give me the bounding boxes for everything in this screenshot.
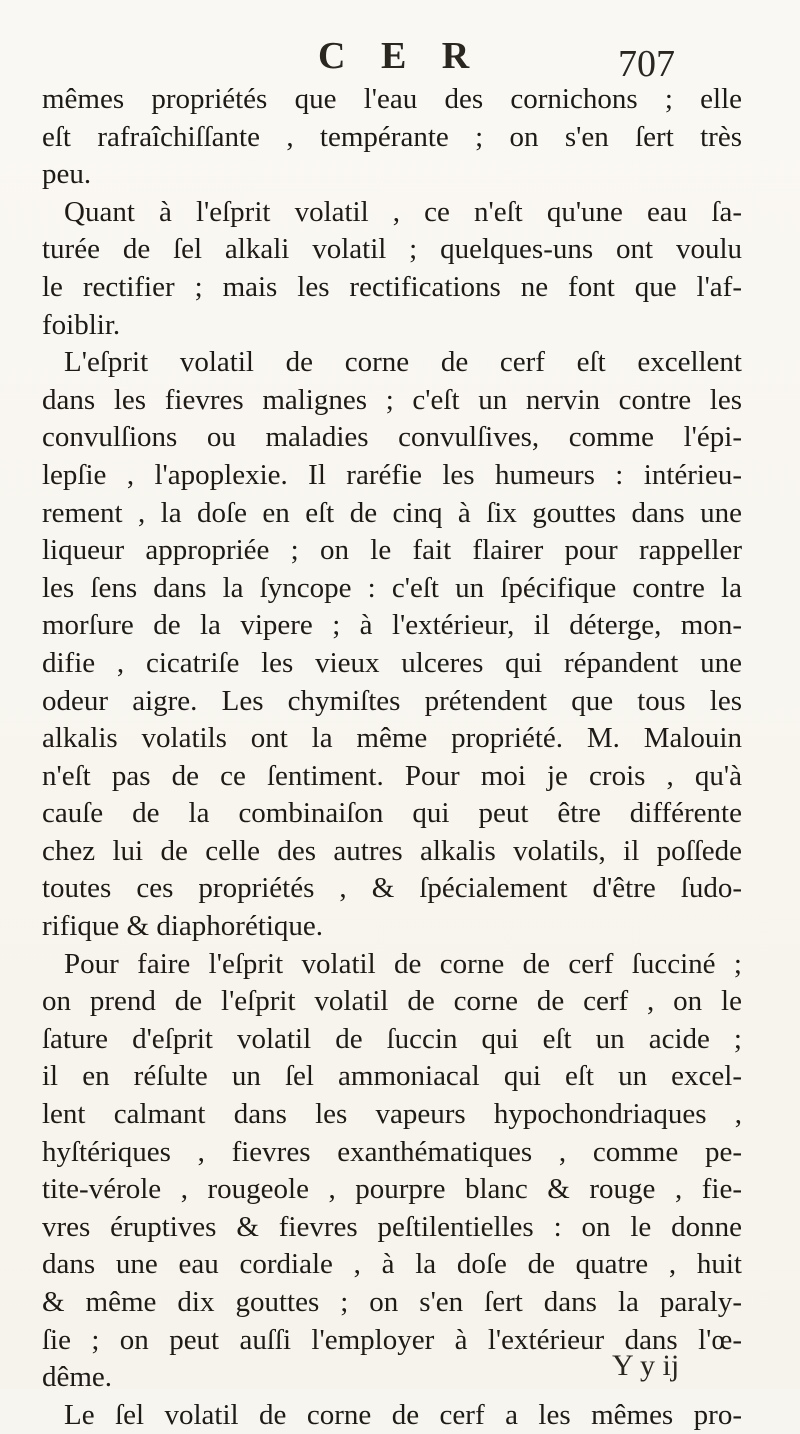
text-line-28: lent calmant dans les vapeurs hypochondriaques ,: [42, 1098, 742, 1131]
page-number: 707: [618, 43, 675, 85]
text-line-9: dans les fievres malignes ; c'eſt un nervin contre les: [42, 383, 742, 416]
text-line-16: difie , cicatriſe les vieux ulceres qui répandent une: [42, 646, 742, 679]
text-line-19: n'eſt pas de ce ſentiment. Pour moi je crois , qu'à: [42, 759, 742, 792]
text-line-3: peu.: [42, 158, 92, 191]
text-line-33: & même dix gouttes ; on s'en ſert dans la paraly-: [42, 1286, 742, 1318]
text-line-20: cauſe de la combinaiſon qui peut être différente: [42, 797, 742, 830]
text-line-32: dans une eau cordiale , à la doſe de quatre , huit: [42, 1248, 742, 1281]
text-line-14: les ſens dans la ſyncope : c'eſt un ſpécifique contre la: [42, 571, 742, 604]
text-line-35: dême.: [42, 1361, 113, 1394]
text-line-12: rement , la doſe en eſt de cinq à ſix gouttes dans une: [42, 496, 742, 529]
text-line-25: on prend de l'eſprit volatil de corne de cerf , on le: [42, 985, 742, 1018]
text-line-2: eſt rafraîchiſſante , tempérante ; on s'en ſert très: [42, 120, 742, 153]
text-line-31: vres éruptives & fievres peſtilentielles : on le donne: [42, 1210, 742, 1243]
text-line-22: toutes ces propriétés , & ſpécialement d'être ſudo-: [42, 872, 742, 905]
text-line-17: odeur aigre. Les chymiſtes prétendent que tous les: [42, 684, 742, 717]
text-line-26: ſature d'eſprit volatil de ſuccin qui eſt un acide ;: [42, 1022, 742, 1055]
text-line-4: Quant à l'eſprit volatil , ce n'eſt qu'une eau ſa-: [64, 195, 742, 228]
text-line-30: tite-vérole , rougeole , pourpre blanc & rouge , fie-: [42, 1173, 742, 1206]
text-line-1: mêmes propriétés que l'eau des cornichons ; elle: [42, 83, 742, 115]
text-line-11: lepſie , l'apoplexie. Il raréfie les humeurs : intérieu-: [42, 458, 742, 491]
running-head-title: C E R: [318, 35, 483, 77]
text-line-10: convulſions ou maladies convulſives, comme l'épi-: [42, 421, 742, 454]
text-line-34: ſie ; on peut auſſi l'employer à l'extérieur dans l'œ-: [42, 1323, 742, 1356]
text-line-15: morſure de la vipere ; à l'extérieur, il déterge, mon-: [42, 609, 742, 642]
text-line-36: Le ſel volatil de corne de cerf a les mêmes pro-: [64, 1398, 742, 1431]
text-line-13: liqueur appropriée ; on le fait flairer pour rappeller: [42, 534, 742, 567]
text-line-24: Pour faire l'eſprit volatil de corne de cerf ſucciné ;: [64, 947, 742, 980]
text-line-23: rifique & diaphorétique.: [42, 910, 324, 943]
body-text: [42, 81, 742, 1434]
signature-mark: Y y ij: [612, 1349, 680, 1382]
text-line-27: il en réſulte un ſel ammoniacal qui eſt un excel-: [42, 1060, 742, 1093]
text-line-18: alkalis volatils ont la même propriété. M. Malouin: [42, 722, 742, 755]
text-line-8: L'eſprit volatil de corne de cerf eſt excellent: [64, 346, 742, 379]
text-line-5: turée de ſel alkali volatil ; quelques-uns ont voulu: [42, 233, 742, 266]
text-line-7: foiblir.: [42, 308, 121, 341]
text-line-29: hyſtériques , fievres exanthématiques , comme pe-: [42, 1135, 742, 1168]
text-line-6: le rectifier ; mais les rectifications ne font que l'af-: [42, 270, 742, 303]
text-line-21: chez lui de celle des autres alkalis volatils, il poſſede: [42, 834, 742, 867]
